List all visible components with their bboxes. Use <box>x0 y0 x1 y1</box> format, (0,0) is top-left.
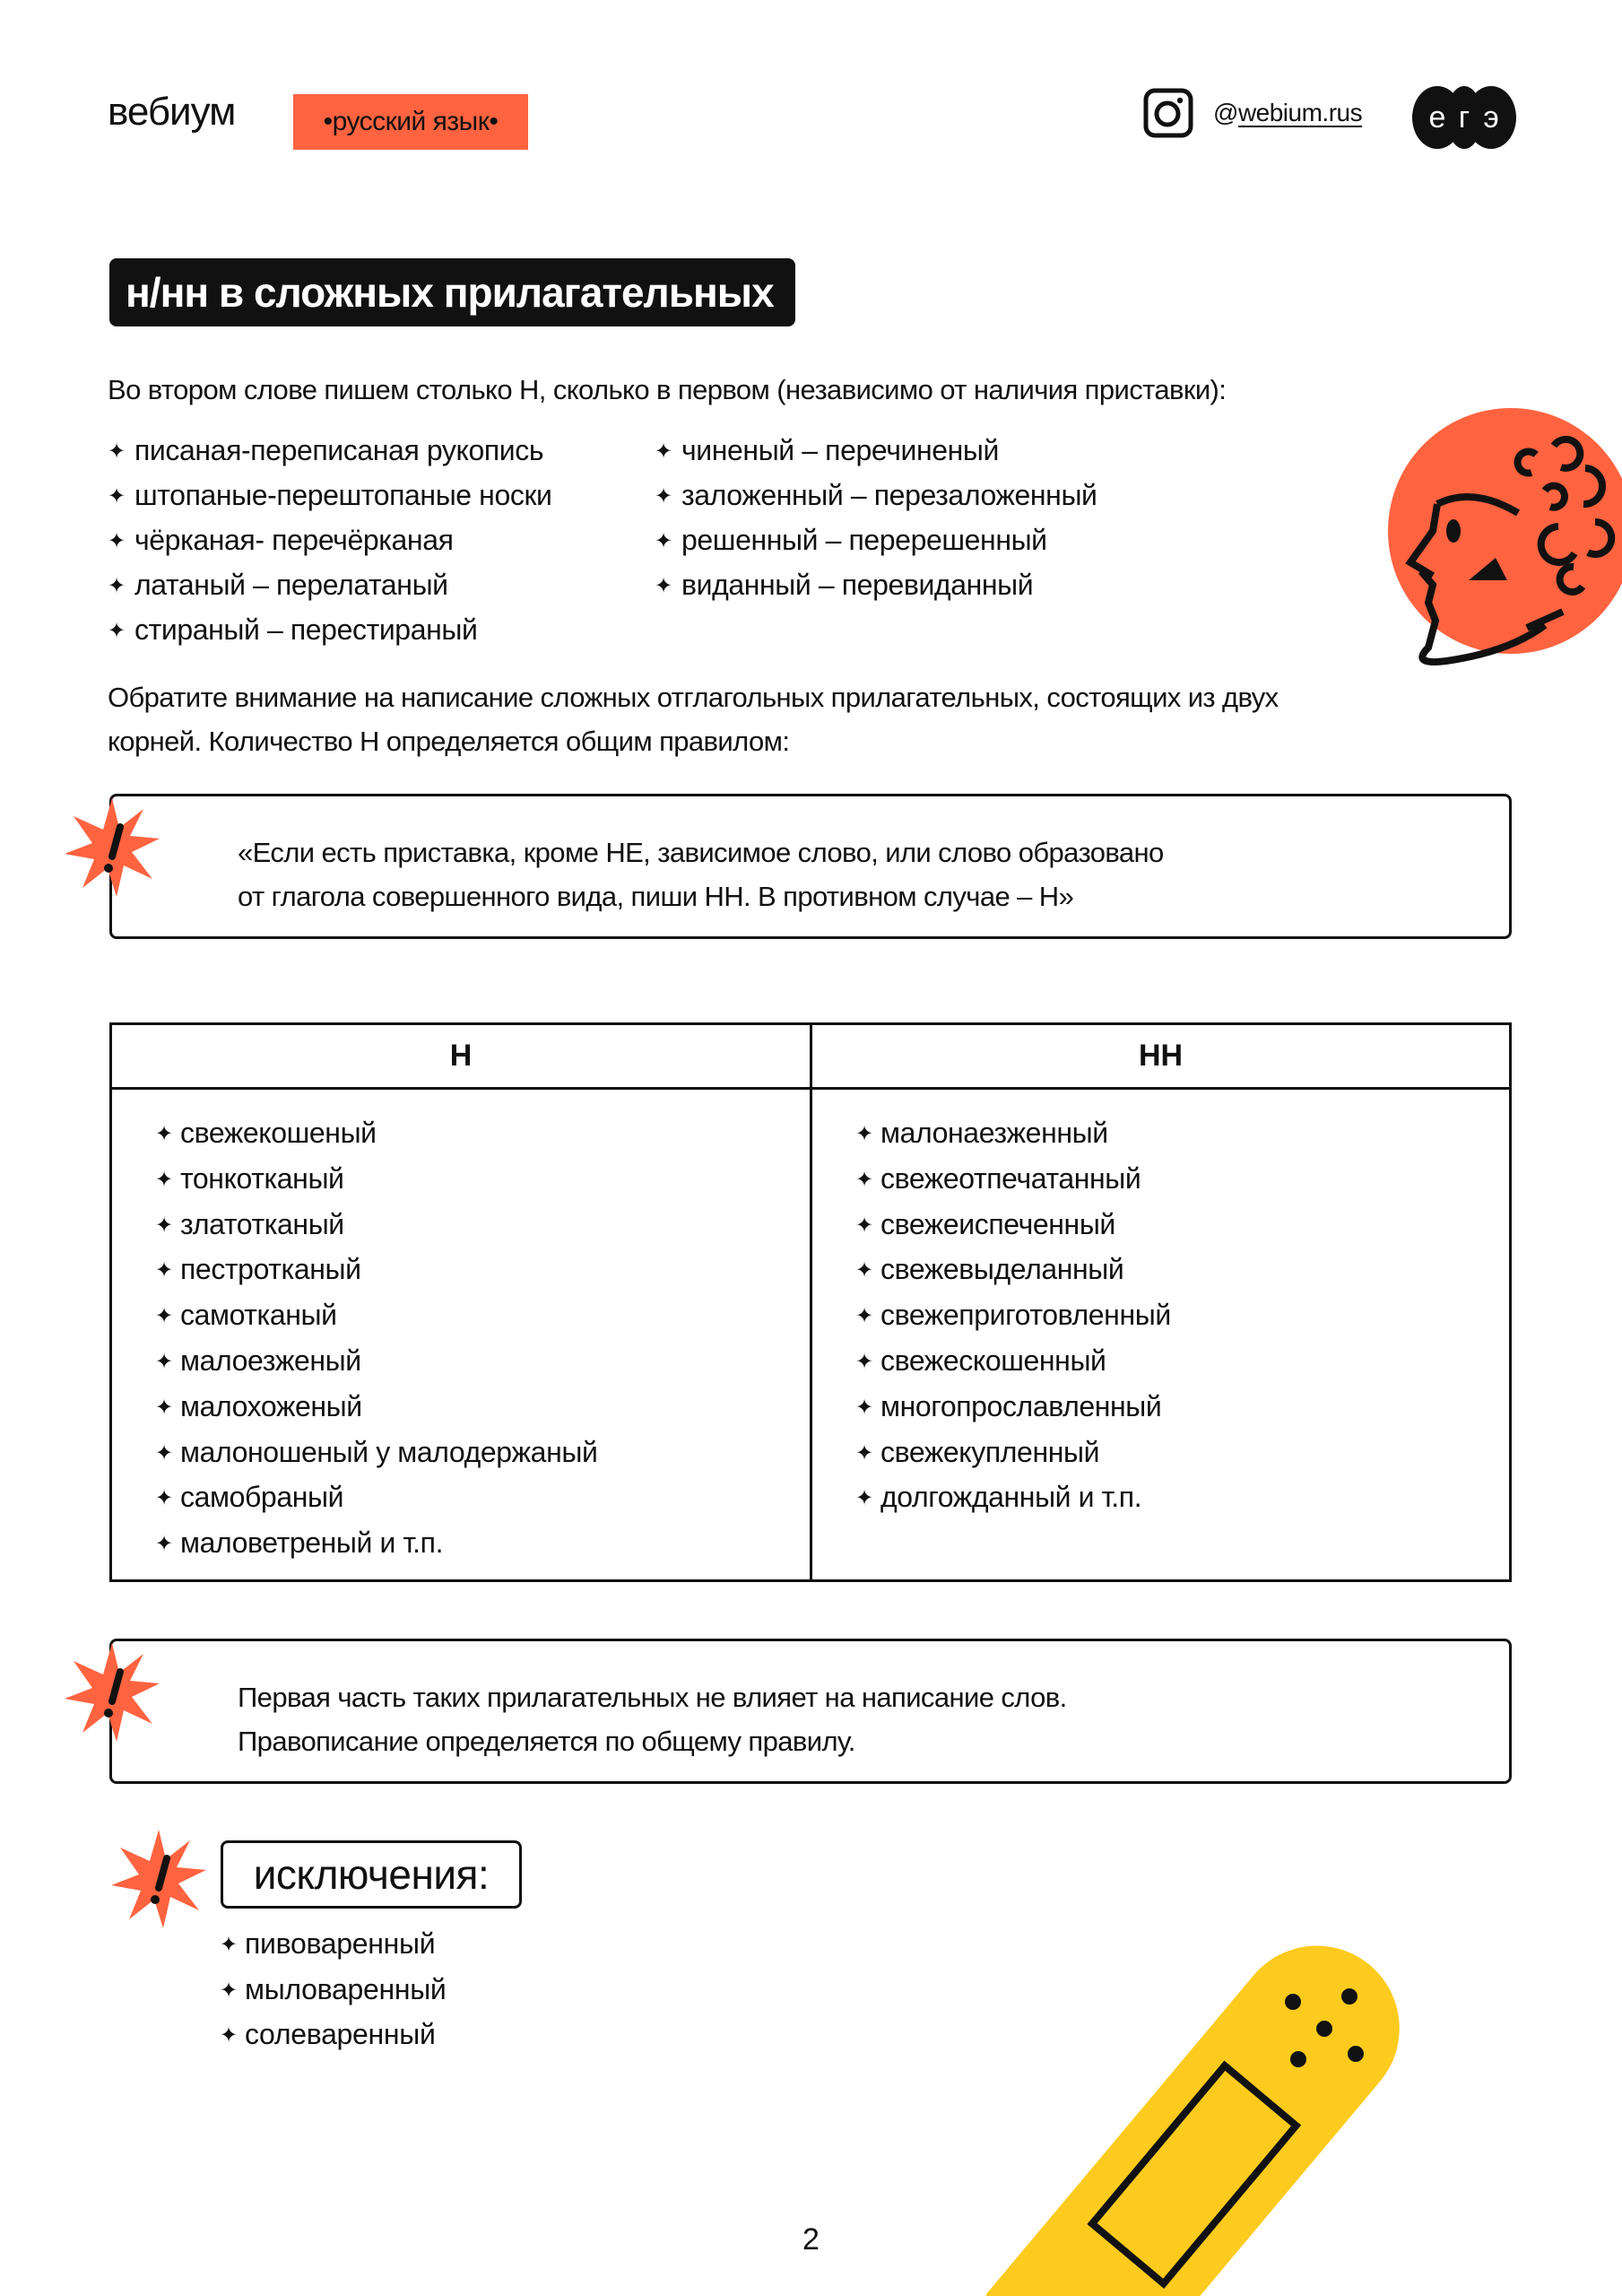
intro-paragraph: Во втором слове пишем столько Н, сколько в первом (независимо от наличия приставки): <box>108 374 1227 405</box>
pair-text: латаный – перелатаный <box>134 569 448 601</box>
exclamation-burst-icon <box>109 1830 208 1933</box>
pair-text: виданный – перевиданный <box>681 569 1034 601</box>
table-header-n: Н <box>112 1025 812 1090</box>
table-row <box>155 1293 810 1339</box>
table-row <box>155 1248 810 1293</box>
callout-line-2: от глагола совершенного вида, пиши НН. В противном случае – Н» <box>238 881 1074 912</box>
list-item <box>655 518 1097 563</box>
table-row <box>155 1521 810 1567</box>
social-handle[interactable] <box>1213 99 1362 127</box>
table-row <box>855 1293 1509 1339</box>
word: свежевыделанный <box>880 1253 1124 1286</box>
table-row <box>855 1203 1509 1248</box>
word: самобраный <box>180 1481 344 1514</box>
note-line-2: корней. Количество Н определяется общим правилом: <box>108 726 790 757</box>
rule-callout-text <box>238 831 1164 918</box>
table-row <box>155 1111 810 1157</box>
table-row <box>855 1339 1509 1385</box>
ege-logo <box>1410 85 1518 154</box>
list-item <box>655 429 1097 474</box>
n-word-list <box>155 1111 810 1567</box>
exclamation-burst-icon <box>63 798 161 901</box>
head-illustration-icon <box>1383 405 1622 674</box>
word: пестротканый <box>180 1253 361 1286</box>
pair-text: чиненый – перечиненый <box>681 434 999 466</box>
star-bullet-icon: ✦ <box>155 1486 173 1511</box>
table-row <box>155 1385 810 1431</box>
star-bullet-icon: ✦ <box>108 484 126 509</box>
word: маловетреный и т.п. <box>180 1526 444 1560</box>
pair-text: заложенный – перезаложенный <box>681 479 1097 511</box>
star-bullet-icon: ✦ <box>155 1395 173 1420</box>
ege-letter-e2: э <box>1483 100 1499 135</box>
pair-text: решенный – перерешенный <box>681 524 1047 556</box>
exception-word: пивоваренный <box>245 1927 436 1960</box>
star-bullet-icon: ✦ <box>855 1395 873 1420</box>
word: свежекупленный <box>880 1435 1100 1468</box>
social-link[interactable] <box>1143 88 1362 138</box>
word: малоношеный у малодержаный <box>180 1435 598 1468</box>
nn-word-list <box>855 1111 1509 1521</box>
word: свежекошеный <box>180 1117 377 1149</box>
star-bullet-icon: ✦ <box>155 1440 173 1465</box>
table-row <box>855 1385 1509 1431</box>
star-bullet-icon: ✦ <box>855 1304 873 1329</box>
star-bullet-icon: ✦ <box>155 1122 173 1146</box>
ege-letter-g: г <box>1458 100 1470 135</box>
word: малохоженый <box>180 1389 362 1422</box>
table-cell-nn <box>812 1090 1509 1579</box>
list-item <box>108 429 552 474</box>
exceptions-label: исключения: <box>221 1840 522 1909</box>
table-row <box>855 1111 1509 1157</box>
callout-line-1: «Если есть приставка, кроме НЕ, зависимое слово, или слово образовано <box>238 837 1164 868</box>
word: долгожданный и т.п. <box>880 1481 1142 1514</box>
star-bullet-icon: ✦ <box>155 1349 173 1374</box>
handle-name: webium.rus <box>1237 99 1363 126</box>
list-item <box>108 563 552 608</box>
subject-tag: •русский язык• <box>293 94 528 150</box>
exception-word: солеваренный <box>245 2018 436 2050</box>
star-bullet-icon: ✦ <box>855 1486 873 1511</box>
pair-text: штопаные-перештопаные носки <box>134 479 552 511</box>
table-row <box>855 1431 1509 1476</box>
brand-logo: вебиум <box>108 90 236 134</box>
star-bullet-icon: ✦ <box>155 1532 173 1557</box>
list-item <box>108 518 552 563</box>
star-bullet-icon: ✦ <box>220 1978 238 2003</box>
star-bullet-icon: ✦ <box>155 1258 173 1283</box>
word: свежеотпечатанный <box>880 1161 1141 1195</box>
table-cell-n <box>112 1090 812 1579</box>
list-item <box>655 563 1097 608</box>
star-bullet-icon: ✦ <box>108 529 126 553</box>
word: свежескошенный <box>880 1344 1106 1377</box>
star-bullet-icon: ✦ <box>855 1349 873 1374</box>
word: свежеприготовленный <box>880 1299 1171 1332</box>
pair-text: стираный – перестираный <box>134 613 478 646</box>
star-bullet-icon: ✦ <box>855 1122 873 1146</box>
table-row <box>855 1475 1509 1521</box>
table-row <box>155 1203 810 1248</box>
list-item <box>220 2013 446 2058</box>
at-sign: @ <box>1213 99 1238 126</box>
word: малоезженый <box>180 1344 361 1377</box>
pair-text: чёрканая- перечёрканая <box>134 524 454 556</box>
word: самотканый <box>180 1299 337 1332</box>
list-item <box>655 474 1097 518</box>
page-number: 2 <box>802 2222 820 2257</box>
word: тонкотканый <box>180 1161 344 1195</box>
pairs-list-left <box>108 429 552 653</box>
list-item <box>108 608 552 653</box>
pair-text: писаная-переписаная рукопись <box>134 434 544 466</box>
star-bullet-icon: ✦ <box>108 574 126 598</box>
star-bullet-icon: ✦ <box>655 529 672 553</box>
exclamation-burst-icon <box>63 1643 161 1746</box>
star-bullet-icon: ✦ <box>855 1167 873 1192</box>
star-bullet-icon: ✦ <box>855 1440 873 1465</box>
table-row <box>855 1157 1509 1203</box>
list-item <box>220 1922 446 1968</box>
first-part-callout-text <box>238 1675 1067 1763</box>
star-bullet-icon: ✦ <box>655 484 672 509</box>
note-paragraph <box>108 675 1506 763</box>
star-bullet-icon: ✦ <box>220 1933 238 1957</box>
exception-word: мыловаренный <box>245 1972 447 2005</box>
star-bullet-icon: ✦ <box>855 1258 873 1283</box>
list-item <box>108 474 552 518</box>
word: свежеиспеченный <box>880 1207 1115 1240</box>
table-row <box>855 1248 1509 1293</box>
table-row <box>155 1475 810 1521</box>
note-line-1: Обратите внимание на написание сложных отглагольных прилагательных, состоящих из двух <box>108 682 1279 713</box>
table-row <box>155 1339 810 1385</box>
table-row <box>155 1157 810 1203</box>
ege-letter-e: е <box>1428 100 1446 135</box>
callout-line-1: Первая часть таких прилагательных не влияет на написание слов. <box>238 1682 1067 1713</box>
star-bullet-icon: ✦ <box>155 1213 173 1238</box>
star-bullet-icon: ✦ <box>655 574 672 598</box>
rule-callout <box>109 794 1512 939</box>
callout-line-2: Правописание определяется по общему правилу. <box>238 1726 855 1757</box>
exceptions-list <box>220 1922 446 2058</box>
table-row <box>155 1431 810 1476</box>
pairs-list-right <box>655 429 1097 608</box>
word: многопрославленный <box>880 1389 1162 1422</box>
table-header-nn: НН <box>812 1025 1509 1090</box>
word: златотканый <box>180 1207 344 1240</box>
star-bullet-icon: ✦ <box>220 2023 238 2048</box>
list-item <box>220 1968 446 2013</box>
instagram-icon <box>1143 88 1193 138</box>
star-bullet-icon: ✦ <box>855 1213 873 1238</box>
page-title: н/нн в сложных прилагательных <box>109 258 795 326</box>
n-nn-table <box>109 1022 1512 1582</box>
star-bullet-icon: ✦ <box>155 1167 173 1192</box>
first-part-callout <box>109 1639 1512 1784</box>
star-bullet-icon: ✦ <box>155 1304 173 1329</box>
word: малонаезженный <box>880 1117 1108 1149</box>
star-bullet-icon: ✦ <box>655 439 672 464</box>
star-bullet-icon: ✦ <box>108 619 126 643</box>
star-bullet-icon: ✦ <box>108 439 126 464</box>
